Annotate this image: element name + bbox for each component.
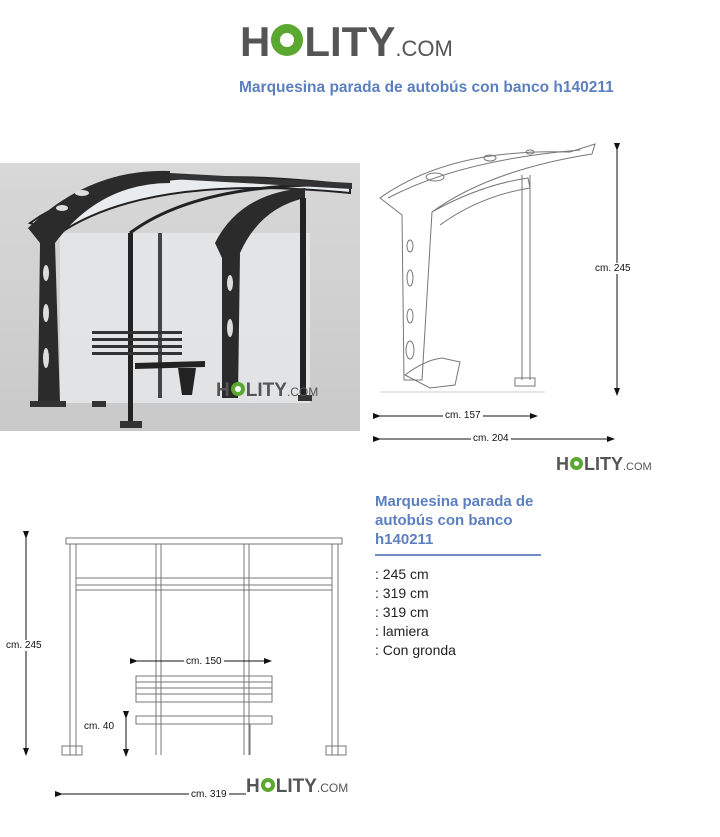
front-logo-com: .COM bbox=[316, 781, 349, 795]
watermark-lity: LITY bbox=[245, 380, 287, 401]
front-logo-o-icon bbox=[261, 778, 275, 792]
front-bench-width-label: cm. 150 bbox=[186, 656, 222, 667]
spec-height: : 245 cm bbox=[375, 566, 429, 582]
watermark-h: H bbox=[216, 380, 230, 401]
photo-watermark-logo bbox=[216, 380, 318, 402]
side-depth-label: cm. 157 bbox=[445, 410, 481, 421]
specs-title: Marquesina parada de autobús con banco h140211 bbox=[375, 493, 534, 548]
brand-logo-lity: LITY bbox=[304, 18, 396, 65]
page-title: Marquesina parada de autobús con banco h140211 bbox=[239, 79, 614, 96]
side-view-dimension-arrows bbox=[370, 140, 660, 460]
spec-width: : 319 cm bbox=[375, 585, 429, 601]
watermark-com: .COM bbox=[286, 385, 319, 399]
spec-length: : 319 cm bbox=[375, 604, 429, 620]
front-logo-h: H bbox=[246, 776, 260, 797]
side-view-logo bbox=[556, 454, 652, 475]
front-logo-lity: LITY bbox=[275, 776, 317, 797]
front-view-logo bbox=[246, 776, 348, 798]
spec-gutter: : Con gronda bbox=[375, 642, 456, 658]
side-logo-o-icon bbox=[570, 457, 583, 470]
side-logo-com: .COM bbox=[623, 461, 652, 473]
brand-logo[interactable] bbox=[240, 18, 453, 66]
watermark-o-icon bbox=[231, 382, 245, 396]
brand-logo-com: .COM bbox=[395, 36, 453, 61]
side-width-label: cm. 204 bbox=[473, 433, 509, 444]
front-view-drawing bbox=[0, 530, 360, 810]
specs-divider bbox=[375, 554, 541, 556]
spec-material: : lamiera bbox=[375, 623, 429, 639]
brand-logo-h: H bbox=[240, 18, 271, 65]
front-width-label: cm. 319 bbox=[191, 789, 227, 800]
side-height-label: cm. 245 bbox=[595, 263, 631, 274]
front-height-label: cm. 245 bbox=[6, 640, 42, 651]
specs-list bbox=[375, 565, 456, 660]
side-logo-h: H bbox=[556, 454, 569, 474]
brand-logo-o-icon bbox=[271, 24, 303, 56]
front-seat-height-label: cm. 40 bbox=[84, 721, 115, 732]
side-logo-lity: LITY bbox=[584, 454, 623, 474]
